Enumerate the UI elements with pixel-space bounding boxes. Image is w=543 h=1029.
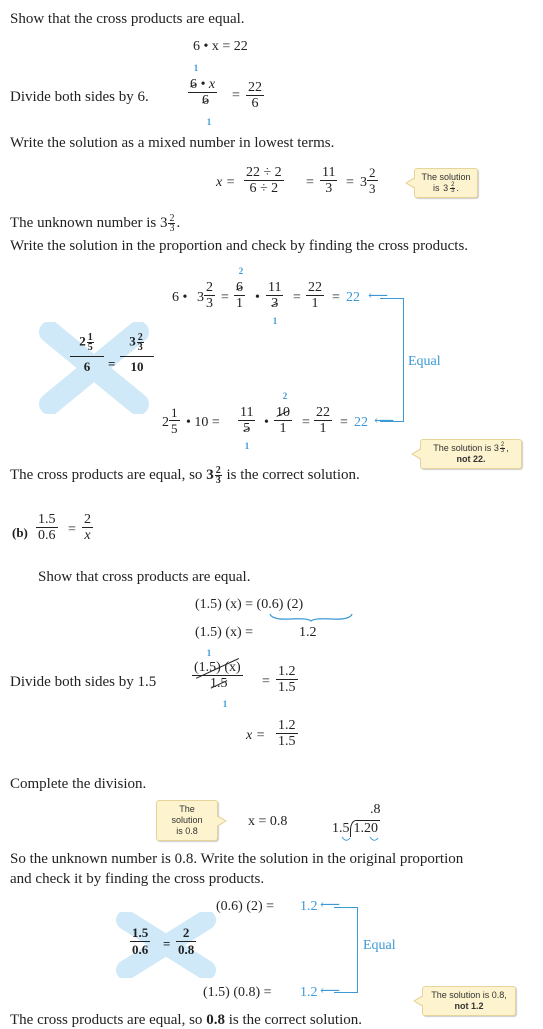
line-b2-rhs: 1.2 xyxy=(299,625,317,640)
check1-result: 22 xyxy=(346,290,360,305)
den-3: 3 xyxy=(320,180,337,196)
equation-cross-product xyxy=(193,39,248,55)
cancel-three: 3 xyxy=(271,296,279,311)
unknown-whole: 3 xyxy=(159,214,168,231)
mixed-num: 2 xyxy=(369,165,376,180)
equals-sign: = xyxy=(262,674,270,689)
long-division xyxy=(332,820,380,837)
step-divide-by-six: Divide both sides by 6. xyxy=(10,89,149,105)
arrow-left-icon: ⟵ xyxy=(368,289,389,304)
callout-not-12 xyxy=(422,986,516,1016)
check-b1: (0.6) (2) = xyxy=(216,899,275,914)
conclusion-part-a xyxy=(10,466,360,485)
equal-label: Equal xyxy=(408,354,441,369)
long-division-quotient: .8 xyxy=(370,802,381,817)
callout-line2: is xyxy=(433,183,440,193)
cancel-result-bottom: 1 xyxy=(206,117,212,127)
part-b-label: (b) xyxy=(12,525,28,540)
check1-frac-22-1: $\frac{22}{1}$ xyxy=(308,280,322,311)
step-b-cross-products: Show that cross products are equal. xyxy=(38,569,251,585)
cancel-six: 6 xyxy=(236,280,243,295)
num-22: 22 xyxy=(248,80,262,95)
concl-post: is the correct solution. xyxy=(226,466,360,483)
fraction-b-divide-rhs: $\frac{1.2}{1.5}$ xyxy=(278,664,296,695)
check-b2: (1.5) (0.8) = xyxy=(203,985,272,1000)
equals-sign: = xyxy=(302,415,310,430)
cancelled-six-top: 6 xyxy=(190,77,197,92)
cancel-ten: 10 xyxy=(276,405,290,420)
line-b1: (1.5) (x) = (0.6) (2) xyxy=(195,597,304,612)
result-x-08: x = 0.8 xyxy=(248,814,288,829)
cancel-2b: 2 xyxy=(282,391,288,401)
callout-b2-line1: The solution is 0.8, xyxy=(431,990,507,1000)
step-b-complete-division: Complete the division. xyxy=(10,776,147,792)
callout2-line1: The solution is xyxy=(433,443,492,453)
equals-sign: = xyxy=(221,290,229,305)
summary-b-line2: and check it by finding the cross products. xyxy=(10,871,265,887)
concl-b-post: is the correct solution. xyxy=(228,1012,362,1028)
equals-sign: = xyxy=(232,88,240,103)
concl-whole: 3 xyxy=(206,466,214,483)
check2-times: • 10 = xyxy=(186,415,220,430)
callout-mixed: 3 xyxy=(443,183,449,194)
check1-frac-11-3: $\frac{11}{3}$ xyxy=(268,280,282,311)
check1-frac-6-1: $\frac{6}{1}$ xyxy=(236,280,243,311)
equals-sign: = xyxy=(346,175,354,190)
step-check-proportion: Write the solution in the proportion and check by finding the cross products. xyxy=(10,238,469,254)
fraction-b-divide-lhs xyxy=(192,660,243,691)
check1-frac-2-3: $\frac{2}{3}$ xyxy=(206,280,213,311)
cancel-1-5: 1.5 xyxy=(210,676,228,691)
cancel-result-top: 1 xyxy=(193,63,199,73)
check-b2-result: 1.2 xyxy=(300,985,318,1000)
decimal-shift-arrows xyxy=(340,836,394,844)
check2-result: 22 xyxy=(354,415,368,430)
check-b1-result: 1.2 xyxy=(300,899,318,914)
concl-frac: $\frac{2}{3}$ xyxy=(215,465,221,486)
callout2-line2: not 22. xyxy=(456,454,486,465)
proportion-left: 2 $\frac{1}{5}$ 6 xyxy=(70,333,104,375)
equals-sign: = xyxy=(68,522,76,537)
cancel-1c: 1 xyxy=(206,648,212,658)
fraction-simplify xyxy=(244,165,284,196)
arrow-left-icon: ⟵ xyxy=(320,984,341,999)
callout-line1: The solution xyxy=(421,172,471,182)
arrow-left-icon: ⟵ xyxy=(374,414,395,429)
mixed-den: 3 xyxy=(369,181,376,196)
prop-b-right: $\frac{2}{x}$ xyxy=(84,512,91,543)
step-b-divide: Divide both sides by 1.5 xyxy=(10,674,157,690)
equal-bracket-b xyxy=(334,907,358,993)
equals-sign: = xyxy=(293,290,301,305)
cancel-2: 2 xyxy=(238,266,244,276)
den-6: 6 xyxy=(246,95,264,111)
ldiv-dividend: 1.20 xyxy=(350,820,381,837)
callout-b-line1: The solution xyxy=(171,804,203,825)
check2-whole: 2 xyxy=(162,415,169,430)
dot: • xyxy=(255,290,260,305)
fraction-22-over-6 xyxy=(246,80,264,111)
check1-whole: 3 xyxy=(197,290,204,305)
callout-mixed-frac: $\frac{2}{3}$ xyxy=(451,182,455,195)
callout-b-line2: is 0.8 xyxy=(176,826,198,836)
cancelled-six-bottom: 6 xyxy=(202,93,209,108)
concl-pre: The cross products are equal, so xyxy=(10,466,203,483)
equals-sign: = xyxy=(163,936,171,951)
arrow-left-icon: ⟵ xyxy=(320,898,341,913)
equals-sign: = xyxy=(340,415,348,430)
summary-b-line1: So the unknown number is 0.8. Write the solution in the original proportion xyxy=(10,851,464,867)
step-show-cross-products: Show that the cross products are equal. xyxy=(10,11,245,27)
cancel-1-5-x: (1.5) (x) xyxy=(194,660,241,675)
equal-bracket xyxy=(380,298,404,422)
simp-den: 6 ÷ 2 xyxy=(249,181,279,196)
unknown-frac: $\frac{2}{3}$ xyxy=(169,213,175,234)
callout-not-22: The solution is 3 $\frac{2}{3}$ , not 22. xyxy=(420,439,522,469)
num-11: 11 xyxy=(322,165,336,180)
dot: • xyxy=(264,415,269,430)
x-term: • x xyxy=(200,77,216,92)
x-equals: x = xyxy=(246,728,266,743)
conclusion-part-b xyxy=(10,1012,362,1029)
callout-solution-mixed: The solution is 3 $\frac{2}{3}$ . xyxy=(414,168,478,198)
ldiv-divisor: 1.5 xyxy=(332,821,350,836)
concl-b-bold: 0.8 xyxy=(206,1012,225,1028)
callout-b2-line2: not 1.2 xyxy=(454,1001,484,1011)
check2-frac-22-1: $\frac{22}{1}$ xyxy=(316,405,330,436)
prop-b2-right: $\frac{2}{0.8}$ xyxy=(178,925,195,957)
equals-sign: = xyxy=(108,356,116,371)
equal-label-b: Equal xyxy=(363,938,396,953)
fraction-6x-over-6 xyxy=(188,77,217,108)
cancel-1: 1 xyxy=(272,316,278,326)
fraction-11-over-3 xyxy=(320,165,337,196)
cancel-1b: 1 xyxy=(244,441,250,451)
unknown-text: The unknown number is xyxy=(10,214,157,231)
check1-lhs: 6 • xyxy=(172,290,188,305)
eq-text: 6 • x = 22 xyxy=(193,39,248,54)
equals-sign: = xyxy=(306,175,314,190)
check2-frac-1-5: $\frac{1}{5}$ xyxy=(171,405,178,436)
prop-b-left: $\frac{1.5}{0.6}$ xyxy=(38,512,56,543)
simp-num: 22 ÷ 2 xyxy=(246,165,282,180)
mixed-fraction xyxy=(367,165,378,196)
check2-frac-10-1: $\frac{10}{1}$ xyxy=(276,405,290,436)
step-mixed-number: Write the solution as a mixed number in lowest terms. xyxy=(10,135,335,151)
x-variable: x = xyxy=(216,175,236,190)
prop-b2-left: $\frac{1.5}{0.6}$ xyxy=(132,925,149,957)
brace-under xyxy=(268,612,354,622)
callout-solution-08 xyxy=(156,800,218,841)
unknown-number-statement: The unknown number is 3 $\frac{2}{3}$ . xyxy=(10,213,181,234)
fraction-b-x: $\frac{1.2}{1.5}$ xyxy=(278,718,296,749)
line-b2-lhs: (1.5) (x) = xyxy=(195,625,254,640)
equals-sign: = xyxy=(332,290,340,305)
proportion-right: 3 $\frac{2}{3}$ 10 xyxy=(120,333,154,375)
mixed-whole: 3 xyxy=(360,175,367,190)
concl-b-pre: The cross products are equal, so xyxy=(10,1012,203,1028)
check2-frac-11-5: $\frac{11}{5}$ xyxy=(240,405,254,436)
cancel-five: 5 xyxy=(243,421,251,436)
cancel-1d: 1 xyxy=(222,699,228,709)
